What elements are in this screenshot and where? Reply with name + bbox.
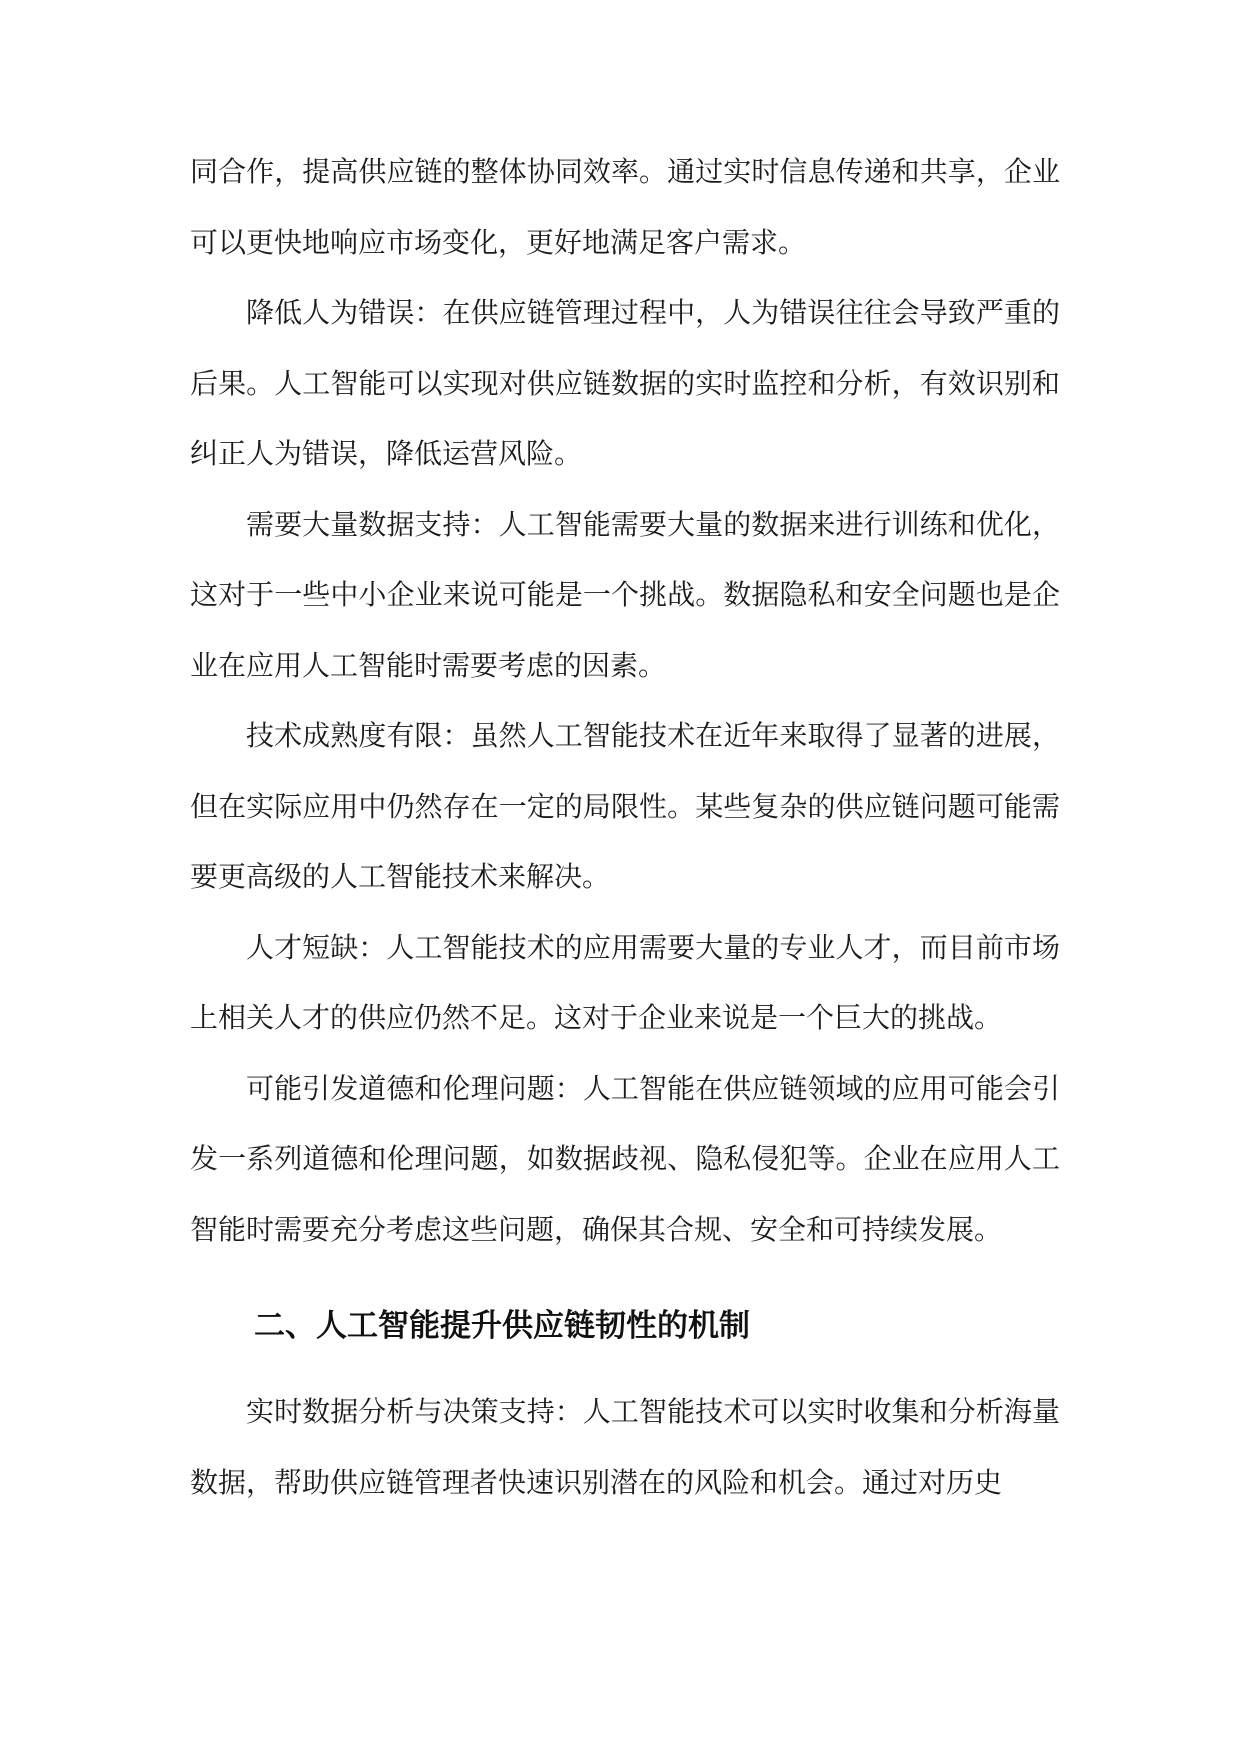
- paragraph-talent-shortage: 人才短缺：人工智能技术的应用需要大量的专业人才，而目前市场上相关人才的供应仍然不足。这对于企业来说是一个巨大的挑战。: [190, 930, 1060, 1034]
- paragraph-ethics: 可能引发道德和伦理问题：人工智能在供应链领域的应用可能会引发一系列道德和伦理问题，如数据歧视、隐私侵犯等。企业在应用人工智能时需要充分考虑这些问题，确保其合规、安全和可持续发展。: [190, 1071, 1060, 1246]
- document-body: [190, 137, 1060, 1518]
- paragraph-realtime-analysis: 实时数据分析与决策支持：人工智能技术可以实时收集和分析海量数据，帮助供应链管理者快速识别潜在的风险和机会。通过对历史: [190, 1395, 1060, 1499]
- paragraph-collaboration: 同合作，提高供应链的整体协同效率。通过实时信息传递和共享，企业可以更快地响应市场变化，更好地满足客户需求。: [190, 155, 1060, 259]
- section-heading: 二、人工智能提升供应链韧性的机制: [254, 1308, 750, 1344]
- paragraph-reduce-human-error: 降低人为错误：在供应链管理过程中，人为错误往往会导致严重的后果。人工智能可以实现对供应链数据的实时监控和分析，有效识别和纠正人为错误，降低运营风险。: [190, 296, 1060, 470]
- paragraph-data-support: 需要大量数据支持：人工智能需要大量的数据来进行训练和优化，这对于一些中小企业来说可能是一个挑战。数据隐私和安全问题也是企业在应用人工智能时需要考虑的因素。: [190, 507, 1060, 682]
- paragraph-tech-maturity: 技术成熟度有限：虽然人工智能技术在近年来取得了显著的进展，但在实际应用中仍然存在一定的局限性。某些复杂的供应链问题可能需要更高级的人工智能技术来解决。: [190, 719, 1060, 893]
